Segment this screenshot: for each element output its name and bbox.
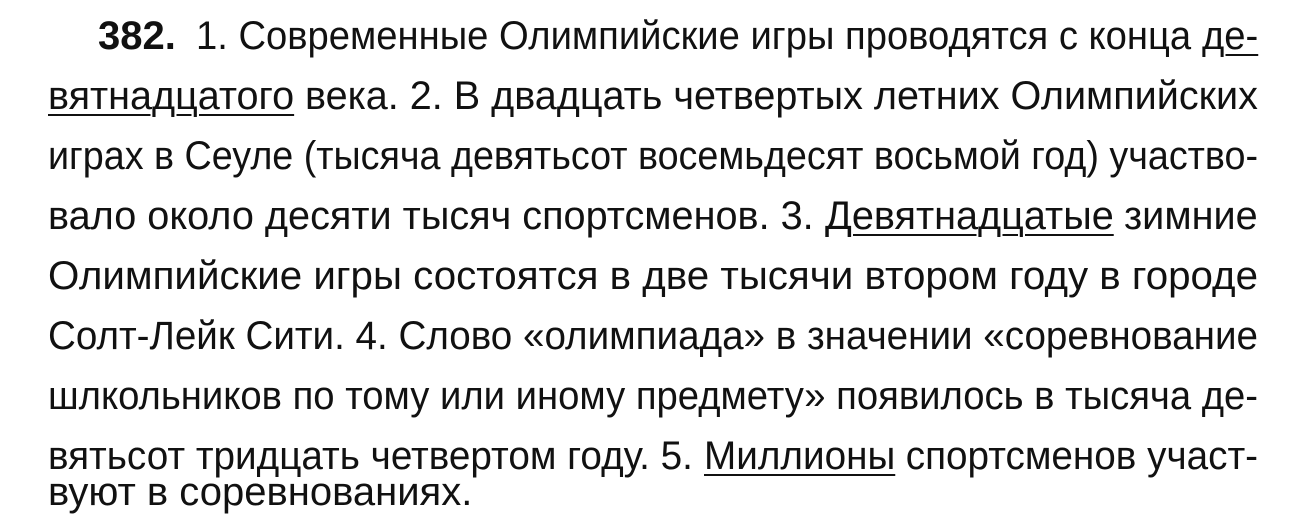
line-7-seg-1: шлкольников по тому или иному предмету» появилось в тысяча де- — [48, 374, 1259, 418]
line-1-seg-2-underlined: де- — [1201, 14, 1258, 58]
line-1-seg-1: 1. Современные Олимпийские игры проводятся с конца — [196, 14, 1202, 58]
line-8-seg-3: спортсменов участ- — [894, 434, 1258, 478]
text-line-6 — [0, 306, 1289, 366]
line-8-seg-1: вятьсот тридцать четвертом году. 5. — [48, 434, 704, 478]
text-line-5 — [0, 246, 1289, 306]
text-line-2 — [0, 66, 1289, 126]
line-9-seg-1: вуют в соревнованиях. — [48, 470, 473, 514]
exercise-number: 382. — [98, 14, 176, 58]
line-4-seg-1: вало около десяти тысяч спортсменов. 3. — [48, 194, 825, 238]
text-line-1 — [0, 6, 1289, 66]
text-line-4 — [0, 186, 1289, 246]
line-4-seg-2-underlined: Девятнадцатые — [824, 194, 1114, 238]
line-8-seg-2-underlined: Миллионы — [703, 434, 895, 478]
line-3-seg-1: играх в Сеуле (тысяча девятьсот восемьдесят восьмой год) участво- — [48, 134, 1259, 178]
text-line-7 — [0, 366, 1289, 426]
line-2-seg-1-underlined: вятнадцатого — [48, 74, 295, 118]
line-5-seg-1: Олимпийские игры состоятся в две тысячи втором году в городе — [48, 254, 1258, 298]
line-6-seg-1: Солт-Лейк Сити. 4. Слово «олимпиада» в значении «соревнование — [48, 314, 1258, 358]
text-line-9 — [0, 462, 1289, 522]
line-2-seg-2: века. 2. В двадцать четвертых летних Олимпийских — [294, 74, 1258, 118]
text-line-3 — [0, 126, 1289, 186]
line-4-seg-3: зимние — [1113, 194, 1258, 238]
